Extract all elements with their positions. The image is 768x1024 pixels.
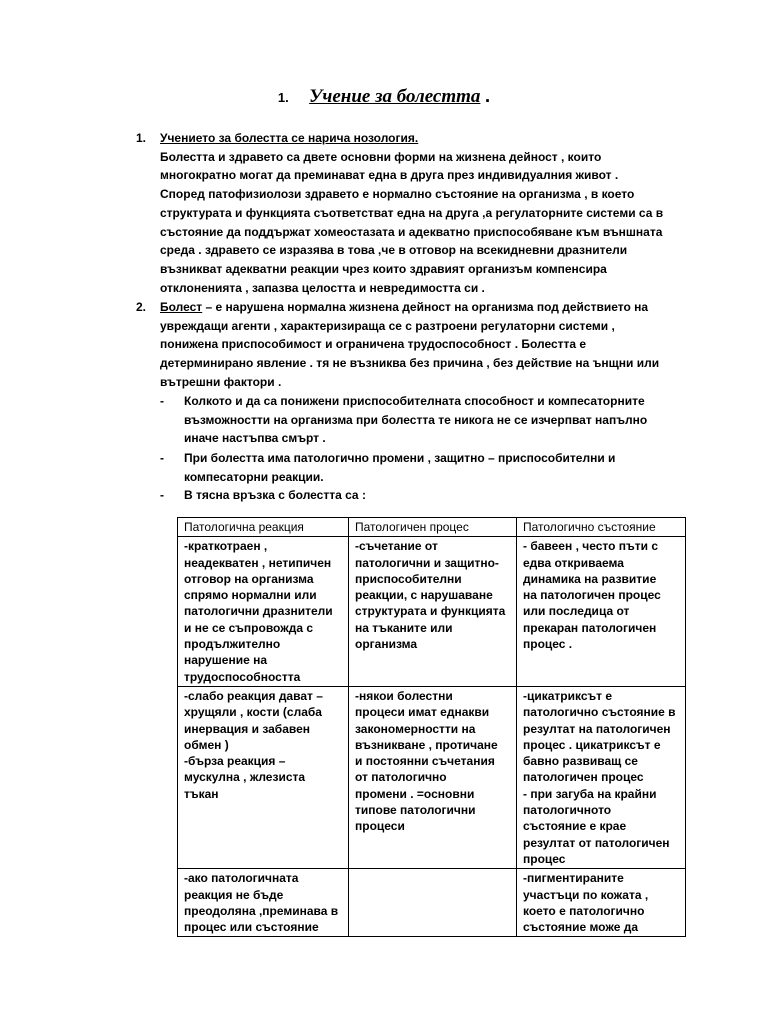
item-line: състояние да поддържат хомеостазата и адекватно приспособяване към външната (160, 224, 663, 239)
table-cell: -някои болестни процеси имат еднакви закономерностти на възникване , протичане и постоянни съчетания от патологично промени . =основни типове патологични процеси (349, 686, 517, 868)
bullet-text (184, 449, 674, 486)
bullet-text (184, 486, 674, 505)
item-line: Според патофизиолози здравето е нормално състояние на организма , в което (160, 187, 635, 202)
item-term: Болест (160, 300, 203, 314)
bullet-line: В тясна връзка с болестта са : (184, 488, 366, 502)
bullet-dash: - (160, 488, 164, 502)
item-line: структурата и функцията съответстват една на друга ,а регулаторните системи са в (160, 205, 664, 220)
table-cell: -пигментираните участъци по кожата , което е патологично състояние може да (517, 869, 686, 937)
table-header-row (178, 518, 686, 537)
table-header-cell: Патологично състояние (517, 518, 686, 537)
item-line: Болестта и здравето са двете основни форми на жизнена дейност , които (160, 149, 602, 164)
numbered-item-2 (136, 298, 696, 393)
item-line: вътрешни фактори . (160, 374, 282, 389)
item-body (160, 129, 680, 297)
item-line: среда . здравето се изразява в това ,че в отговор на всекидневни дразнители (160, 243, 628, 258)
table-header-cell: Патологична реакция (178, 518, 349, 537)
table-cell: -слабо реакция дават – хрущяли , кости (слаба инервация и забавен обмен ) -бърза реакция – мускулна , жлезиста тъкан (178, 686, 349, 868)
item-line: многократно могат да преминават една в друга през индивидуалния живот . (160, 168, 619, 183)
bullet-dash: - (160, 394, 164, 408)
title-text: Учение за болестта (309, 86, 481, 107)
table-cell: - бавеен , често пъти с едва откриваема динамика на развитие на патологичен процес или последица от прекаран патологичен процес . (517, 537, 686, 687)
item-first-line (160, 298, 680, 317)
table-cell (349, 869, 517, 937)
table-row (178, 537, 686, 687)
item-number: 2. (136, 300, 147, 314)
pathology-table (177, 517, 686, 937)
bullet-line: иначе настъпва смърт . (184, 431, 326, 446)
table-row (178, 686, 686, 868)
title-number: 1. (277, 89, 289, 105)
item-heading: Учението за болестта се нарича нозология. (160, 131, 419, 145)
bullet-text (184, 392, 674, 448)
bullet-line: възможностти на организма при болестта те никога не се изчерпват напълно (184, 412, 648, 427)
document-title (0, 86, 768, 108)
item-body (160, 298, 680, 392)
table-cell: -краткотраен , неадекватен , нетипичен отговор на организма спрямо нормални или патологични дразнители и не се съпровожда с продължително нарушение на трудоспособността (178, 537, 349, 687)
table-cell: -ако патологичната реакция не бъде преодоляна ,преминава в процес или състояние (178, 869, 349, 937)
item-line: понижена приспособимост и ограничена трудоспособност . Болестта е (160, 337, 587, 352)
bullet-dash: - (160, 451, 164, 465)
title-dot: . (484, 86, 491, 107)
item-first-rest: – е нарушена нормална жизнена дейност на организма под действието на (202, 300, 649, 314)
table-cell: -цикатриксът е патологично състояние в резултат на патологичен процес . цикатриксът е бавно развиващ се патологичен процес - при загуба на крайни патологичното състояние е крае резултат от патологичен процес (517, 686, 686, 868)
item-line: отклоненията , запазва целостта и невредимостта си . (160, 280, 485, 295)
item-line: възникват адекватни реакции чрез които здравият организъм компенсира (160, 261, 607, 276)
item-line: детерминирано явление . тя не възниква без причина , без действие на ънщни или (160, 356, 660, 371)
table-cell: -съчетание от патологични и защитно- приспособителни реакции, с нарушаване структурата и функцията на тъканите или организма (349, 537, 517, 687)
numbered-item-1 (136, 129, 696, 299)
bullet-line: При болестта има патологично промени , защитно – приспособителни и (184, 451, 616, 465)
bullet-line: Колкото и да са понижени приспособителната способност и компесаторните (184, 394, 645, 408)
table-row (178, 869, 686, 937)
item-number: 1. (136, 131, 147, 145)
table-header-cell: Патологичен процес (349, 518, 517, 537)
bullet-line: компесаторни реакции. (184, 469, 324, 484)
item-line: увреждащи агенти , характеризираща се с разтроени регулаторни системи , (160, 318, 615, 333)
